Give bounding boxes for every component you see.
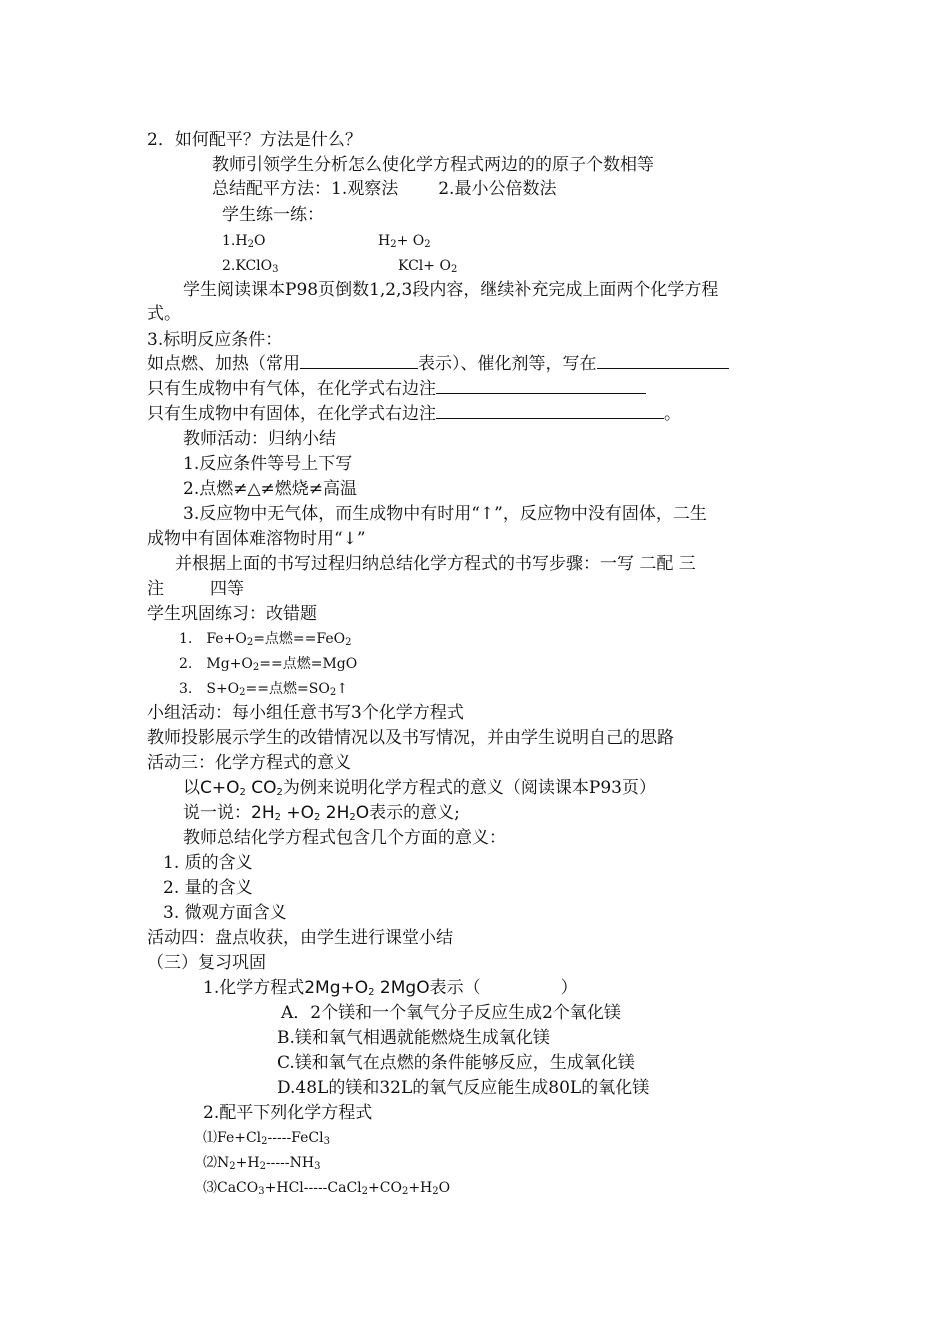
practice-equation-1-right: $H_2+ O_2$ xyxy=(378,233,431,250)
reading-task-line-1: 学生阅读课本P98页倒数1,2,3段内容，继续补充完成上面两个化学方程 xyxy=(183,280,719,300)
option-d: D.48L的镁和32L的氧气反应能生成80L的氧化镁 xyxy=(277,1078,650,1098)
fill-blank xyxy=(300,352,418,369)
teacher-summary-label: 教师活动：归纳小结 xyxy=(183,429,336,449)
correction-exercise-title: 学生巩固练习：改错题 xyxy=(147,604,317,624)
equation-mg-o2: $2Mg+O_2$ 2MgO xyxy=(304,978,430,998)
practice-equation-1-left: $1.H_2O$ xyxy=(222,233,266,250)
writing-steps-line-2: 注 四等 xyxy=(147,579,244,599)
condition-line: 如点燃、加热（常用 表示）、催化剂等，写在 xyxy=(147,352,729,376)
teacher-meaning-summary: 教师总结化学方程式包含几个方面的意义： xyxy=(183,828,506,848)
correction-item-1: 1. $Fe+O_2=$点燃==FeO$_2$ xyxy=(179,631,352,648)
activity-3-title: 活动三：化学方程式的意义 xyxy=(147,753,351,773)
fill-blank xyxy=(436,402,664,419)
activity-4-title: 活动四：盘点收获，由学生进行课堂小结 xyxy=(147,928,453,948)
option-b: B.镁和氧气相遇就能燃烧生成氧化镁 xyxy=(277,1028,550,1048)
meaning-1: 1. 质的含义 xyxy=(163,853,253,873)
option-c: C.镁和氧气在点燃的条件能够反应，生成氧化镁 xyxy=(277,1053,635,1073)
option-a: A．2个镁和一个氧气分子反应生成2个氧化镁 xyxy=(281,1003,621,1023)
say-equation-line: 说一说：$2H_2 +O_2$ $2H_2O$表示的意义; xyxy=(183,803,460,823)
balance-methods-text xyxy=(212,177,556,201)
practice-equation-2-right: $KCl+ O_2$ xyxy=(398,258,458,275)
equation-h2-o2: $2H_2 +O_2$ $2H_2O$ xyxy=(251,803,370,823)
solid-rule-line: 只有生成物中有固体，在化学式右边注 。 xyxy=(147,404,681,424)
review-question-2: 2.配平下列化学方程式 xyxy=(203,1103,373,1123)
fill-blank xyxy=(436,377,646,394)
rule-2: 2.点燃≠△≠燃烧≠高温 xyxy=(183,479,358,499)
review-section-title: （三）复习巩固 xyxy=(147,953,266,973)
balance-item-1: $⑴Fe+Cl_2-----FeCl_3$ xyxy=(203,1130,330,1147)
correction-item-3: 3. $S+O_2==$点燃$=SO_2↑$ xyxy=(179,681,348,698)
meaning-2: 2. 量的含义 xyxy=(163,878,253,898)
rule-3-line-2: 成物中有固体难溶物时用“↓” xyxy=(147,529,366,549)
balance-item-2: $⑵N_2+H_2-----NH_3$ xyxy=(203,1155,321,1172)
gas-rule-line: 只有生成物中有气体，在化学式右边注 xyxy=(147,377,646,401)
practice-equation-2-left: 2.KClO$_3$ xyxy=(222,258,279,275)
method-observe: 总结配平方法：1.观察法 xyxy=(212,179,399,199)
section-3-heading: 3.标明反应条件： xyxy=(147,330,283,350)
review-question-1: 1.化学方程式$2Mg+O_2$ 2MgO表示（ ） xyxy=(203,978,578,998)
group-activity: 小组活动：每小组任意书写3个化学方程式 xyxy=(147,703,464,723)
student-practice-label: 学生练一练： xyxy=(222,205,324,225)
example-equation-line: 以$C+O_2$ $CO_2$为例来说明化学方程式的意义（阅读课本P93页） xyxy=(183,778,656,798)
meaning-3: 3. 微观方面含义 xyxy=(163,903,287,923)
reading-task-line-2: 式。 xyxy=(147,304,181,324)
method-lcm: 2.最小公倍数法 xyxy=(438,179,557,199)
teacher-analysis-text: 教师引领学生分析怎么使化学方程式两边的的原子个数相等 xyxy=(212,155,654,175)
correction-item-2: 2. $Mg+O_2==$点燃=MgO xyxy=(179,656,358,673)
writing-steps-line-1: 并根据上面的书写过程归纳总结化学方程式的书写步骤：一写 二配 三 xyxy=(175,554,696,574)
teacher-projection: 教师投影展示学生的改错情况以及书写情况，并由学生说明自己的思路 xyxy=(147,728,674,748)
rule-1: 1.反应条件等号上下写 xyxy=(183,454,353,474)
balance-item-3: $⑶CaCO_3+HCl-----CaCl_2+CO_2+H_2O$ xyxy=(203,1180,451,1197)
section-2-heading: 2．如何配平？方法是什么？ xyxy=(147,130,362,150)
fill-blank xyxy=(597,352,729,369)
equation-c-o2: $C+O_2$ $CO_2$ xyxy=(200,778,283,798)
rule-3-line-1: 3.反应物中无气体，而生成物中有时用“↑”，反应物中没有固体，二生 xyxy=(183,504,707,524)
